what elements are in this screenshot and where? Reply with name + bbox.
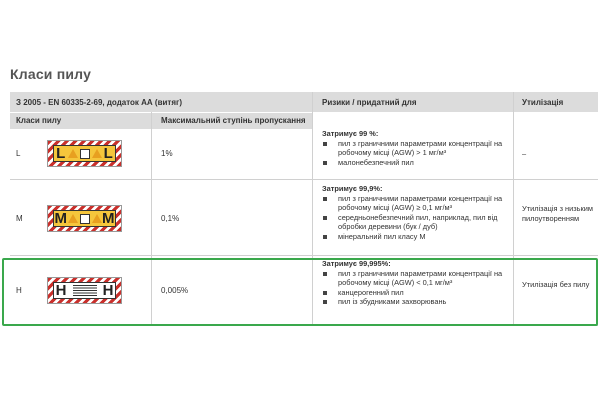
divider xyxy=(10,255,598,256)
risk-cell-m xyxy=(322,184,507,242)
header-disposal: Утилізація xyxy=(522,98,564,107)
list-item: пил з граничними параметрами концентрації на робочому місці (AGW) < 0,1 мг/м³ xyxy=(322,269,507,288)
sticker-letter: L xyxy=(56,145,66,162)
list-item: пил з граничними параметрами концентрації на робочому місці (AGW) > 1 мг/м³ xyxy=(322,139,507,158)
retention-text: Затримує 99 %: xyxy=(322,129,379,138)
sticker-letter: H xyxy=(102,282,114,299)
disposal-value: Утилізація без пилу xyxy=(522,280,590,289)
header-class: Класи пилу xyxy=(16,116,62,125)
list-item: канцерогенний пил xyxy=(322,288,507,298)
class-l-label-sticker xyxy=(47,140,122,167)
risk-cell-l xyxy=(322,129,507,167)
permeability-value: 0,005% xyxy=(161,286,189,295)
sticker-letter: M xyxy=(54,210,67,227)
divider xyxy=(10,179,598,180)
sticker-letter: H xyxy=(55,282,67,299)
list-item: середньонебезпечний пил, наприклад, пил від обробки деревини (бук / дуб) xyxy=(322,213,507,232)
highlight-box-class-h xyxy=(2,258,598,326)
class-label-m: M xyxy=(16,214,23,223)
list-item: пил із збудниками захворювань xyxy=(322,297,507,307)
page-title: Класи пилу xyxy=(10,66,92,82)
permeability-value: 0,1% xyxy=(161,214,180,223)
retention-text: Затримує 99,9%: xyxy=(322,184,383,193)
class-label-h: H xyxy=(16,286,22,295)
hazard-icon xyxy=(68,211,102,226)
class-label-l: L xyxy=(16,149,21,158)
disposal-value: – xyxy=(522,149,527,158)
header-max-permeability: Максимальний ступінь пропускання xyxy=(161,116,306,125)
permeability-value: 1% xyxy=(161,149,173,158)
list-item: мінеральний пил класу М xyxy=(322,232,507,242)
header-standard: З 2005 - EN 60335-2-69, додаток АА (витяг) xyxy=(16,98,183,107)
header-risks: Ризики / придатний для xyxy=(322,98,417,107)
hazard-icon xyxy=(68,146,102,161)
class-m-label-sticker xyxy=(47,205,122,232)
sticker-letter: L xyxy=(103,145,113,162)
list-item: пил з граничними параметрами концентрації на робочому місці (AGW) ≥ 0,1 мг/м³ xyxy=(322,194,507,213)
sticker-letter: M xyxy=(102,210,115,227)
disposal-value: Утилізація з низьким пилоутворенням xyxy=(522,204,593,223)
retention-text: Затримує 99,995%: xyxy=(322,259,391,268)
list-item: малонебезпечний пил xyxy=(322,158,507,168)
